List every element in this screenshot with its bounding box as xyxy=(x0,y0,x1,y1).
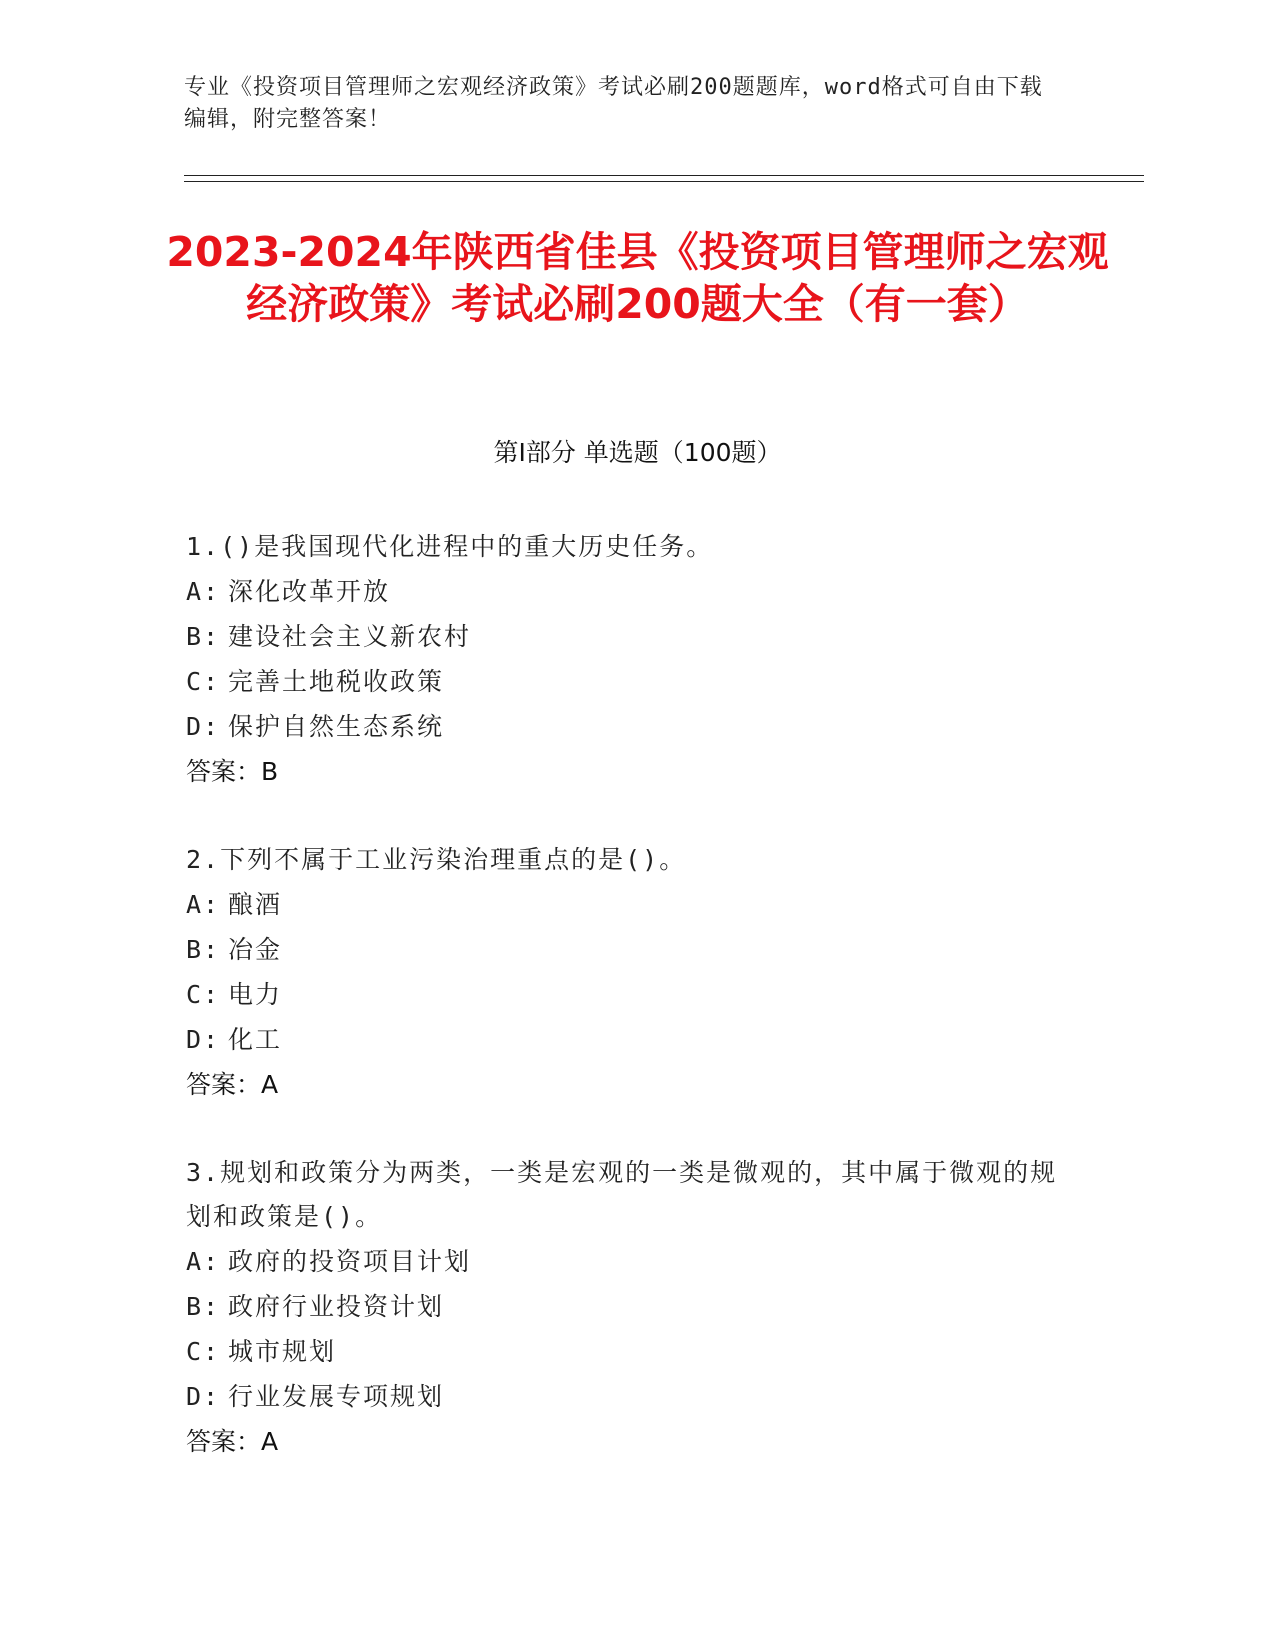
option-text: 政府的投资项目计划 xyxy=(228,1247,472,1276)
option-d xyxy=(186,1374,1066,1419)
document-title: 2023-2024年陕西省佳县《投资项目管理师之宏观经济政策》考试必刷200题大全（有一套） xyxy=(166,228,1109,328)
question-3 xyxy=(186,1151,1066,1464)
question-list xyxy=(186,525,1066,1508)
option-letter: C: xyxy=(186,980,221,1009)
option-b xyxy=(186,927,1066,972)
option-text: 酿酒 xyxy=(228,890,283,919)
option-letter: B: xyxy=(186,1292,221,1321)
question-stem: 2.下列不属于工业污染治理重点的是()。 xyxy=(186,845,687,874)
header-rule-top xyxy=(184,175,1144,176)
option-c xyxy=(186,659,1066,704)
option-text: 深化改革开放 xyxy=(228,577,391,606)
option-text: 建设社会主义新农村 xyxy=(228,622,472,651)
option-letter: D: xyxy=(186,1382,221,1411)
option-letter: C: xyxy=(186,667,221,696)
option-letter: C: xyxy=(186,1337,221,1366)
option-c xyxy=(186,1329,1066,1374)
section-heading: 第Ⅰ部分 单选题（100题） xyxy=(493,438,782,467)
option-text: 保护自然生态系统 xyxy=(228,712,445,741)
question-stem: 1.()是我国现代化进程中的重大历史任务。 xyxy=(186,532,714,561)
option-text: 行业发展专项规划 xyxy=(228,1382,445,1411)
option-letter: B: xyxy=(186,622,221,651)
option-a xyxy=(186,1239,1066,1284)
option-letter: A: xyxy=(186,1247,221,1276)
option-text: 化工 xyxy=(228,1025,283,1054)
option-d xyxy=(186,1017,1066,1062)
option-letter: A: xyxy=(186,577,221,606)
option-d xyxy=(186,704,1066,749)
question-1 xyxy=(186,525,1066,794)
option-a xyxy=(186,882,1066,927)
option-text: 政府行业投资计划 xyxy=(228,1292,445,1321)
question-2 xyxy=(186,838,1066,1107)
option-b xyxy=(186,614,1066,659)
option-c xyxy=(186,972,1066,1017)
header-note: 专业《投资项目管理师之宏观经济政策》考试必刷200题题库，word格式可自由下载编辑，附完整答案！ xyxy=(184,75,1043,132)
option-text: 城市规划 xyxy=(228,1337,337,1366)
answer-line: 答案：A xyxy=(186,1070,279,1099)
option-letter: A: xyxy=(186,890,221,919)
option-letter: D: xyxy=(186,1025,221,1054)
option-letter: B: xyxy=(186,935,221,964)
answer-line: 答案：B xyxy=(186,757,279,786)
option-letter: D: xyxy=(186,712,221,741)
header-rule-bottom xyxy=(184,181,1144,182)
option-text: 电力 xyxy=(228,980,283,1009)
answer-line: 答案：A xyxy=(186,1427,279,1456)
option-text: 冶金 xyxy=(228,935,283,964)
option-a xyxy=(186,569,1066,614)
question-stem: 3.规划和政策分为两类，一类是宏观的一类是微观的，其中属于微观的规划和政策是()。 xyxy=(186,1158,1058,1231)
option-text: 完善土地税收政策 xyxy=(228,667,445,696)
option-b xyxy=(186,1284,1066,1329)
